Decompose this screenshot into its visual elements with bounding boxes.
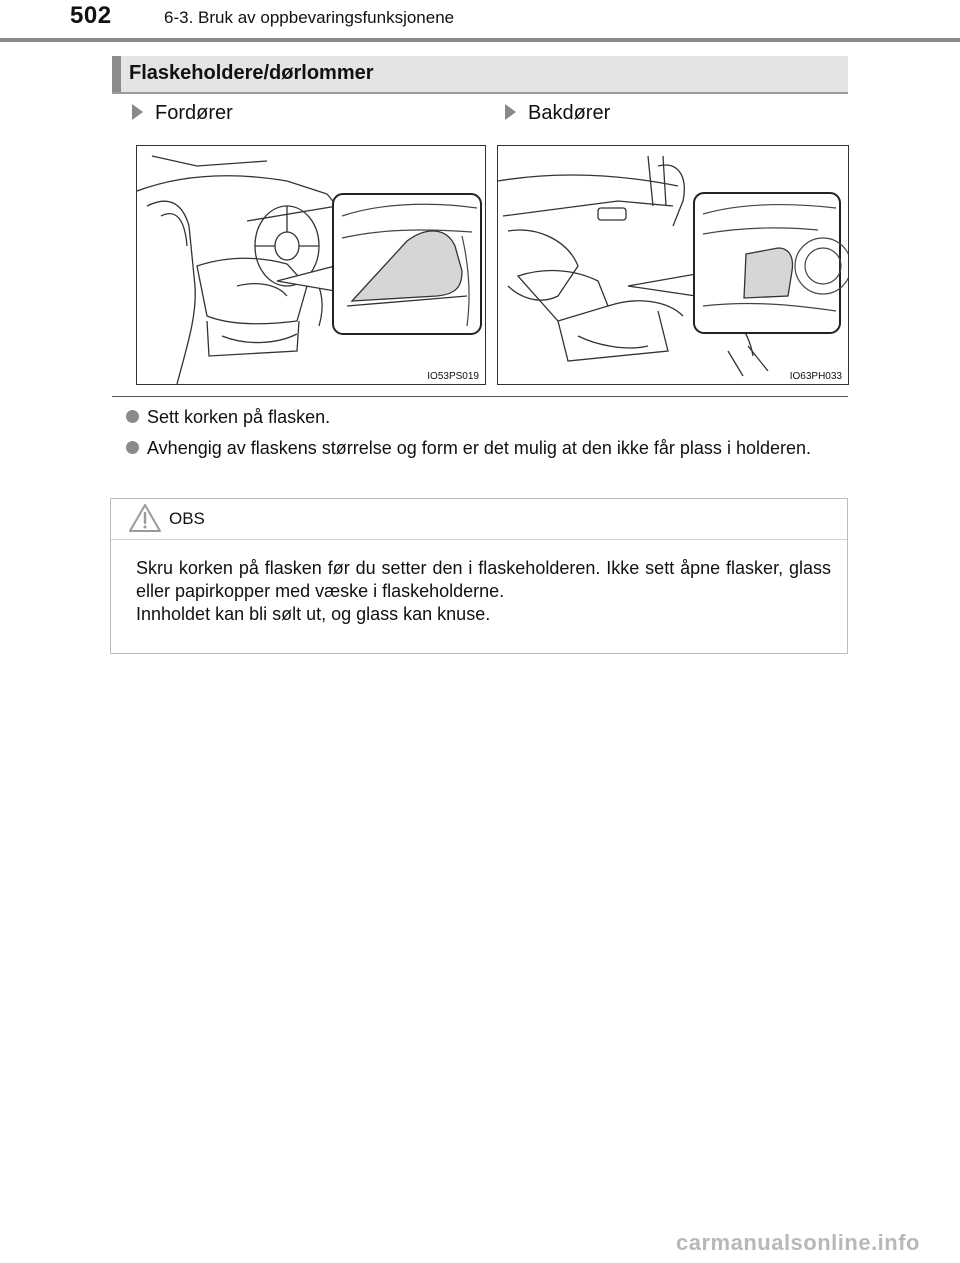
rear-figure-code: IO63PH033 — [789, 371, 842, 382]
heading-front-doors-label: Fordører — [155, 102, 233, 124]
obs-header — [111, 499, 847, 540]
section-accent — [112, 56, 121, 92]
heading-rear-doors-label: Bakdører — [528, 102, 611, 124]
obs-body — [136, 557, 831, 626]
triangle-bullet-icon — [132, 104, 143, 120]
header-rule — [0, 38, 960, 42]
obs-text-2: Innholdet kan bli sølt ut, og glass kan knuse. — [136, 604, 491, 624]
section-title: Flaskeholdere/dørlommer — [129, 62, 374, 84]
heading-rear-doors — [505, 102, 610, 125]
front-door-illustration — [136, 145, 486, 385]
warning-triangle-icon — [128, 503, 162, 533]
triangle-bullet-icon — [505, 104, 516, 120]
front-door-line-art — [137, 146, 485, 384]
rear-door-illustration — [497, 145, 849, 385]
footer-watermark: carmanualsonline.info — [676, 1230, 920, 1255]
bullet-item — [126, 406, 848, 429]
obs-text-1: Skru korken på flasken før du setter den i flaskeholderen. Ikke sett åpne flasker, glass eller papirkopper med væske i flaskeholderne. — [136, 558, 831, 601]
heading-front-doors — [132, 102, 233, 125]
chapter-title: 6-3. Bruk av oppbevaringsfunksjonene — [164, 8, 455, 27]
front-figure-code: IO53PS019 — [427, 371, 479, 382]
obs-notice-box — [110, 498, 848, 654]
rear-door-line-art — [498, 146, 848, 384]
bullet-text: Avhengig av flaskens størrelse og form er det mulig at den ikke får plass i holderen. — [147, 438, 811, 458]
bullet-dot-icon — [126, 410, 139, 423]
page-number: 502 — [70, 2, 112, 29]
bullet-item — [126, 437, 848, 460]
obs-label: OBS — [169, 509, 205, 528]
bullet-text: Sett korken på flasken. — [147, 407, 331, 427]
divider — [112, 396, 848, 397]
rear-bottle-holder-highlight — [744, 248, 792, 298]
bullet-dot-icon — [126, 441, 139, 454]
section-title-bar — [112, 56, 848, 94]
